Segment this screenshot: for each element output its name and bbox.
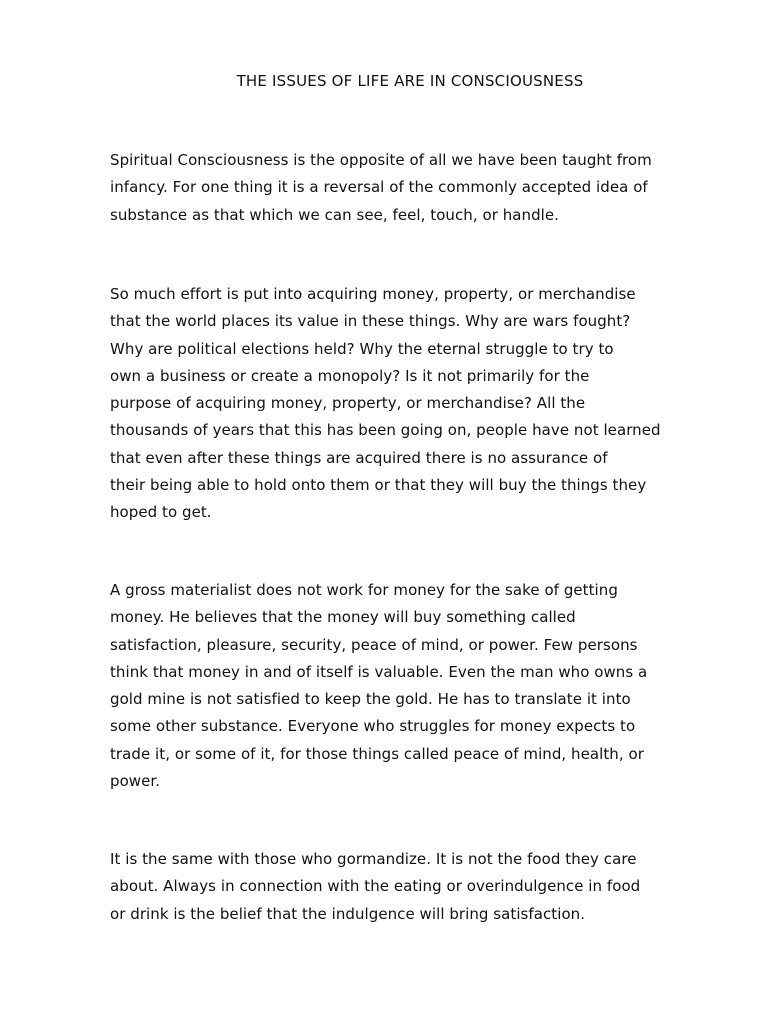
text-line: Why are political elections held? Why the eternal struggle to try to <box>110 339 614 358</box>
text-line: So much effort is put into acquiring money, property, or merchandise <box>110 285 636 303</box>
text-line: hoped to get. <box>110 503 212 522</box>
paragraph <box>110 281 710 527</box>
text-line: gold mine is not satisfied to keep the gold. He has to translate it into <box>110 690 631 709</box>
text-line: trade it, or some of it, for those things called peace of mind, health, or <box>110 744 644 763</box>
text-line: power. <box>110 772 161 791</box>
text-line: satisfaction, pleasure, security, peace of mind, or power. Few persons <box>110 635 638 654</box>
paragraph <box>110 846 710 928</box>
text-line: about. Always in connection with the eating or overindulgence in food <box>110 877 641 896</box>
text-line: money. He believes that the money will buy something called <box>110 608 576 627</box>
text-line: or drink is the belief that the indulgence will bring satisfaction. <box>110 904 586 923</box>
text-line: A gross materialist does not work for money for the sake of getting <box>110 581 618 599</box>
text-line: thousands of years that this has been going on, people have not learned <box>110 421 661 440</box>
text-line: substance as that which we can see, feel, touch, or handle. <box>110 205 559 224</box>
text-line: infancy. For one thing it is a reversal of the commonly accepted idea of <box>110 178 648 197</box>
text-line: that even after these things are acquired there is no assurance of <box>110 448 608 467</box>
text-line: It is the same with those who gormandize. It is not the food they care <box>110 850 637 868</box>
paragraph <box>110 577 710 795</box>
text-line: think that money in and of itself is valuable. Even the man who owns a <box>110 662 648 681</box>
text-line: their being able to hold onto them or that they will buy the things they <box>110 476 647 495</box>
text-line: some other substance. Everyone who struggles for money expects to <box>110 717 636 736</box>
text-line: Spiritual Consciousness is the opposite of all we have been taught from <box>110 151 652 169</box>
text-line: that the world places its value in these things. Why are wars fought? <box>110 312 631 331</box>
paragraph <box>110 147 710 229</box>
page-title: THE ISSUES OF LIFE ARE IN CONSCIOUSNESS <box>236 72 584 90</box>
text-line: purpose of acquiring money, property, or merchandise? All the <box>110 394 586 413</box>
text-line: own a business or create a monopoly? Is it not primarily for the <box>110 366 590 385</box>
